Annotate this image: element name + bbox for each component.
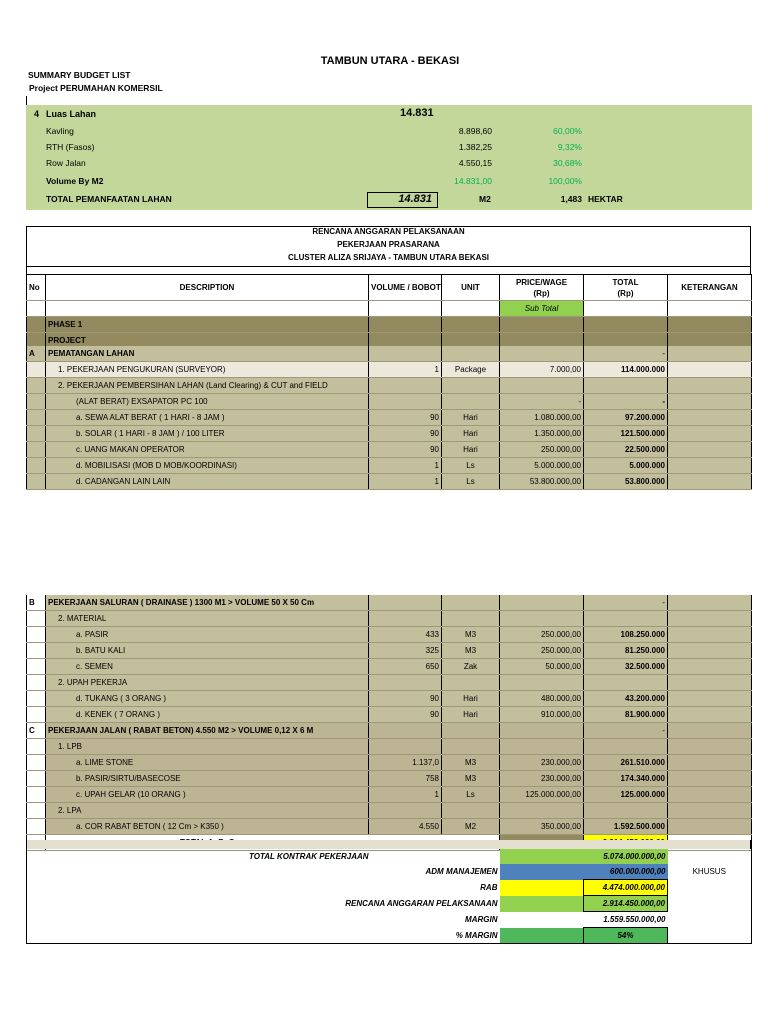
table-row: 2. UPAH PEKERJA <box>27 675 752 691</box>
land-row-label: RTH (Fasos) <box>46 142 95 152</box>
section-letter: A <box>27 346 46 362</box>
kontrak-label: TOTAL KONTRAK PEKERJAAN <box>249 852 369 861</box>
land-row-pct: 60,00% <box>553 126 582 136</box>
subtotal-label: Sub Total <box>500 301 584 317</box>
table-row: a. PASIR 433 M3 250.000,00 108.250.000 <box>27 627 752 643</box>
rab-label: RAB <box>480 883 498 892</box>
adm-label: ADM MANAJEMEN <box>425 867 498 877</box>
table-row: 2. PEKERJAAN PEMBERSIHAN LAHAN (Land Clearing) & CUT and FIELD <box>27 378 752 394</box>
project-row-label: PROJECT <box>46 333 369 349</box>
land-total-value: 14.831 <box>400 107 434 119</box>
cell-cursor <box>26 96 27 105</box>
land-row-label: Row Jalan <box>46 158 86 168</box>
total-land-label: TOTAL PEMANFAATAN LAHAN <box>46 194 172 204</box>
table-row: c. UPAH GELAR (10 ORANG ) 1 Ls 125.000.000,00 125.000.000 <box>27 787 752 803</box>
spacer-row <box>26 266 751 274</box>
section-total: - <box>584 346 668 362</box>
pct-margin-value: 54% <box>584 928 668 944</box>
land-row-value: 8.898,60 <box>458 126 492 136</box>
adm-value: 600.000.000,00 <box>584 864 668 880</box>
kontrak-value: 5.074.000.000,00 <box>584 849 668 864</box>
summary-label: SUMMARY BUDGET LIST <box>28 70 131 80</box>
table-row: d. KENEK ( 7 ORANG ) 90 Hari 910.000,00 81.900.000 <box>27 707 752 723</box>
table-header <box>26 274 752 349</box>
section-a-table <box>26 346 752 490</box>
table-row: 1. PEKERJAAN PENGUKURAN (SURVEYOR) 1 Package 7.000,00 114.000.000 <box>27 362 752 378</box>
total-land-boxed: 14.831 <box>398 193 432 205</box>
total-land-unit: M2 <box>479 194 491 204</box>
table-row: d. CADANGAN LAIN LAIN 1 Ls 53.800.000,00 53.800.000 <box>27 474 752 490</box>
table-row: a. SEWA ALAT BERAT ( 1 HARI - 8 JAM ) 90 Hari 1.080.000,00 97.200.000 <box>27 410 752 426</box>
table-row: b. BATU KALI 325 M3 250.000,00 81.250.000 <box>27 643 752 659</box>
col-price: PRICE/WAGE (Rp) <box>500 275 584 301</box>
khusus-note: KHUSUS <box>692 867 726 877</box>
rap-title-line2: PEKERJAAN PRASARANA <box>337 240 440 249</box>
rap-value: 2.914.450.000,00 <box>584 896 668 912</box>
table-row: d. TUKANG ( 3 ORANG ) 90 Hari 480.000,00 43.200.000 <box>27 691 752 707</box>
section-b-table <box>26 595 752 851</box>
table-row: 2. MATERIAL <box>27 611 752 627</box>
col-unit: UNIT <box>442 275 500 301</box>
rap-title-line1: RENCANA ANGGARAN PELAKSANAAN <box>312 227 465 236</box>
table-row: 2. LPA <box>27 803 752 819</box>
rap-label: RENCANA ANGGARAN PELAKSANAAN <box>345 899 498 908</box>
table-row: 1. LPB <box>27 739 752 755</box>
hektar-label: HEKTAR <box>588 194 623 204</box>
col-keterangan: KETERANGAN <box>668 275 752 301</box>
rap-title-line3: CLUSTER ALIZA SRIJAYA - TAMBUN UTARA BEKASI <box>287 253 490 262</box>
pct-margin-label: % MARGIN <box>455 930 498 940</box>
section-total: - <box>584 595 668 611</box>
phase-label: PHASE 1 <box>46 317 369 333</box>
col-description: DESCRIPTION <box>46 275 369 301</box>
table-row: d. MOBILISASI (MOB D MOB/KOORDINASI) 1 Ls 5.000.000,00 5.000.000 <box>27 458 752 474</box>
land-row-pct: 9,32% <box>557 142 582 152</box>
summary-gap <box>26 840 751 849</box>
col-no: No <box>27 275 46 301</box>
project-label: Project PERUMAHAN KOMERSIL <box>29 83 163 93</box>
table-row: a. LIME STONE 1.137,0 M3 230.000,00 261.510.000 <box>27 755 752 771</box>
section-title: PEKERJAAN JALAN ( RABAT BETON) 4.550 M2 > VOLUME 0,12 X 6 M <box>46 723 369 739</box>
land-label: Luas Lahan <box>46 109 97 119</box>
table-row: b. SOLAR ( 1 HARI - 8 JAM ) / 100 LITER 90 Hari 1.350.000,00 121.500.000 <box>27 426 752 442</box>
margin-label: MARGIN <box>465 915 498 924</box>
table-row: a. COR RABAT BETON ( 12 Cm > K350 ) 4.550 M2 350.000,00 1.592.500.000 <box>27 819 752 835</box>
land-row-value: 4.550,15 <box>458 158 492 168</box>
col-volume: VOLUME / BOBOT <box>369 275 442 301</box>
table-row: c. UANG MAKAN OPERATOR 90 Hari 250.000,00 22.500.000 <box>27 442 752 458</box>
table-row: (ALAT BERAT) EXSAPATOR PC 100 - - <box>27 394 752 410</box>
hektar-value: 1,483 <box>560 194 582 204</box>
volume-value: 14.831,00 <box>454 176 492 186</box>
volume-label: Volume By M2 <box>46 176 104 186</box>
land-row-value: 1.382,25 <box>458 142 492 152</box>
land-use-band <box>26 105 752 210</box>
section-letter: C <box>27 723 46 739</box>
section-title: PEKERJAAN SALURAN ( DRAINASE ) 1300 M1 > VOLUME 50 X 50 Cm <box>46 595 369 611</box>
page-title: TAMBUN UTARA - BEKASI <box>320 55 460 67</box>
section-letter: B <box>27 595 46 611</box>
margin-value: 1.559.550.000,00 <box>603 915 666 924</box>
rap-title-block <box>26 226 751 266</box>
summary-table <box>26 849 752 944</box>
rab-value: 4.474.000.000,00 <box>584 880 668 896</box>
section-title: PEMATANGAN LAHAN <box>46 346 369 362</box>
section-total: - <box>584 723 668 739</box>
table-row: c. SEMEN 650 Zak 50.000,00 32.500.000 <box>27 659 752 675</box>
col-total: TOTAL (Rp) <box>584 275 668 301</box>
volume-pct: 100,00% <box>548 176 582 186</box>
land-row-pct: 30,68% <box>553 158 582 168</box>
land-row-label: Kavling <box>46 126 74 136</box>
land-no: 4 <box>34 109 40 119</box>
table-row: b. PASIR/SIRTU/BASECOSE 758 M3 230.000,00 174.340.000 <box>27 771 752 787</box>
